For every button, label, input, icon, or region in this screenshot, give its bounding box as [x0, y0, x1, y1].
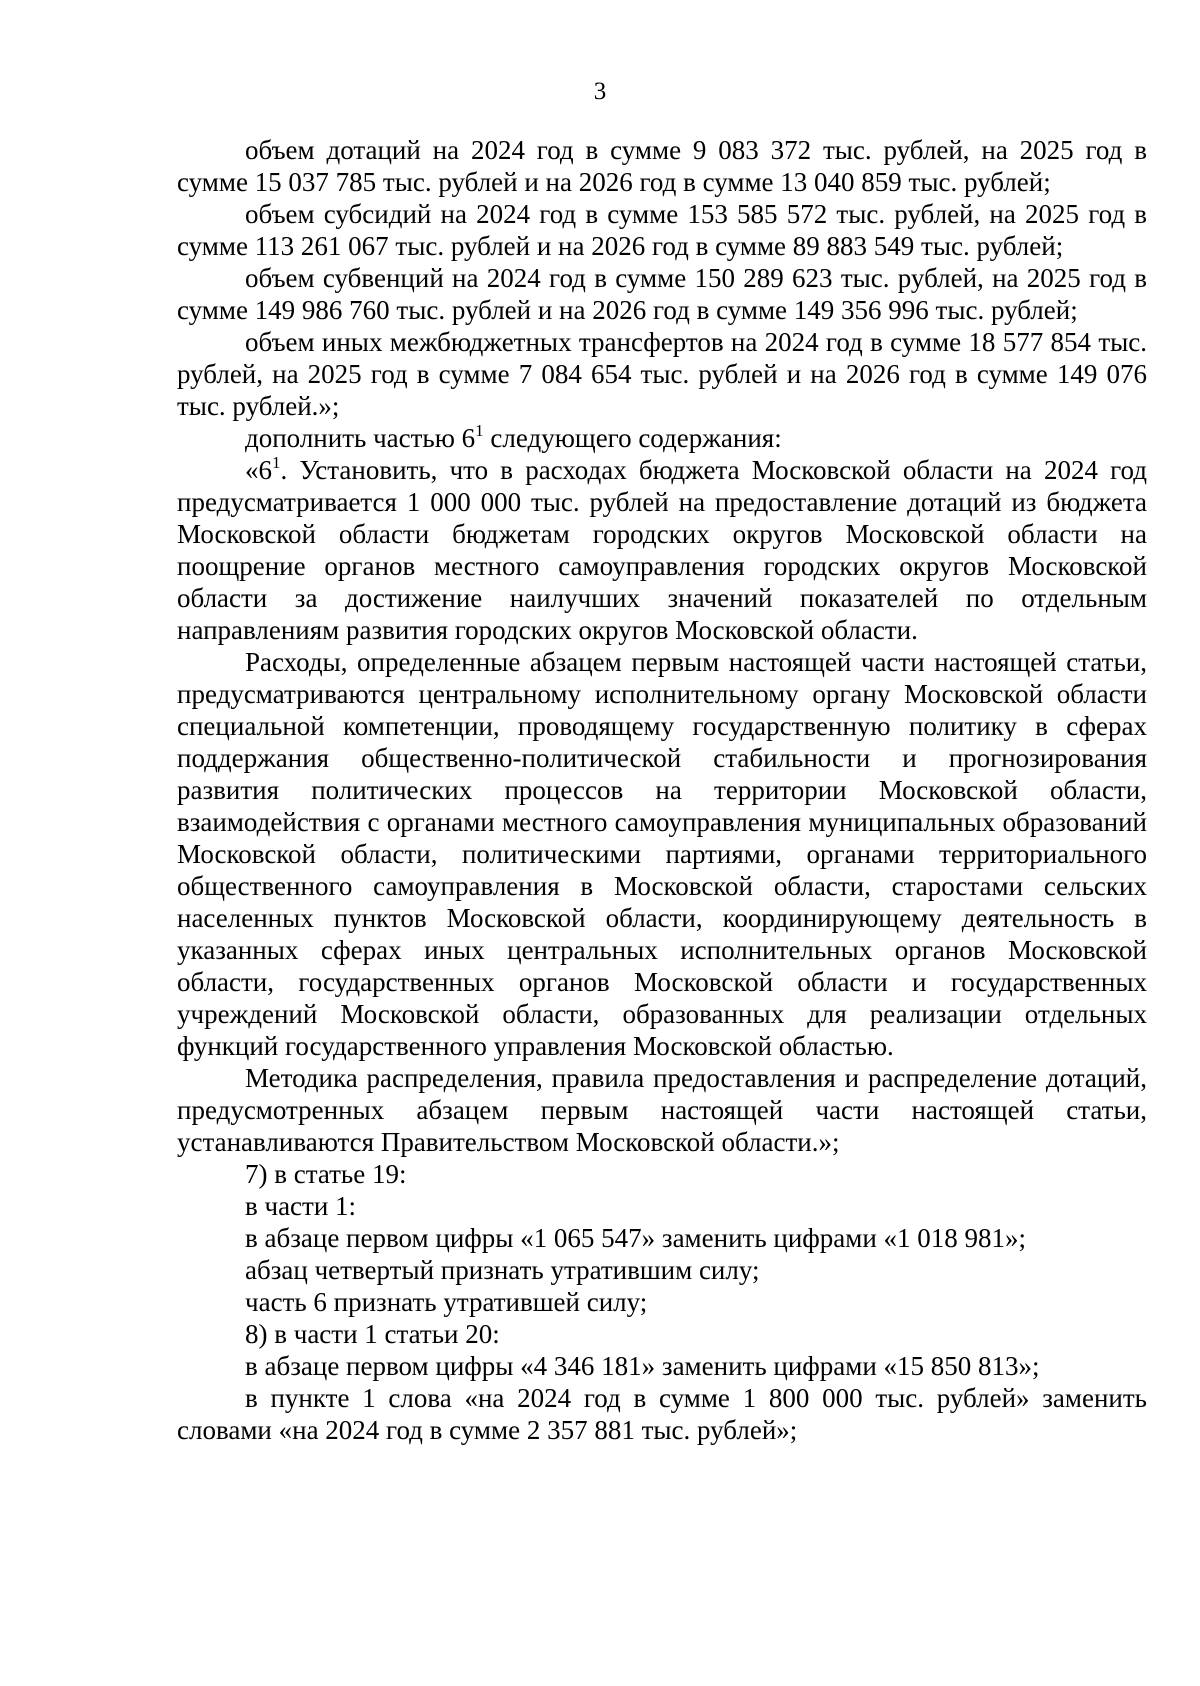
paragraph-subventions: объем субвенций на 2024 год в сумме 150 289 623 тыс. рублей, на 2025 год в сумме 149 986 760 тыс. рублей и на 2026 год в сумме 149 356 996 тыс. рублей;	[177, 263, 1147, 325]
paragraph-methodology: Методика распределения, правила предоставления и распределение дотаций, предусмотренных абзацем первым настоящей части настоящей статьи, устанавливаются Правительством Московской области.»;	[177, 1063, 1147, 1157]
paragraph-first-abzac: в абзаце первом цифры «1 065 547» заменить цифрами «1 018 981»;	[245, 1223, 1027, 1253]
paragraph-first-abzac-2: в абзаце первом цифры «4 346 181» заменить цифрами «15 850 813»;	[245, 1351, 1040, 1381]
paragraph-fourth-abzac: абзац четвертый признать утратившим силу;	[245, 1255, 760, 1285]
paragraph-expenses: Расходы, определенные абзацем первым настоящей части настоящей статьи, предусматриваются центральному исполнительному органу Московской области специальной компетенции, проводящему государственную политику в сферах поддержания общественно-политической стабильности и прогнозирования развития политических процессов на территории Московской области, взаимодействия с органами местного самоуправления муниципальных образований Московской области, политическими партиями, органами территориального общественного самоуправления в Московской области, старостами сельских населенных пунктов Московской области, координирующему деятельность в указанных сферах иных центральных исполнительных органов Московской области, государственных органов Московской области и государственных учреждений Московской области, образованных для реализации отдельных функций государственного управления Московской областью.	[177, 647, 1147, 1061]
paragraph-add-part: дополнить частью $6^1$ следующего содержания:	[245, 421, 782, 453]
paragraph-other-transfers: объем иных межбюджетных трансфертов на 2024 год в сумме 18 577 854 тыс. рублей, на 2025 год в сумме 7 084 654 тыс. рублей и на 2026 год в сумме 149 076 тыс. рублей.»;	[177, 327, 1147, 421]
paragraph-item-7: 7) в статье 19:	[245, 1159, 407, 1189]
paragraph-subsidies: объем субсидий на 2024 год в сумме 153 585 572 тыс. рублей, на 2025 год в сумме 113 261 067 тыс. рублей и на 2026 год в сумме 89 883 549 тыс. рублей;	[177, 199, 1147, 261]
paragraph-item-8: 8) в части 1 статьи 20:	[245, 1319, 500, 1349]
paragraph-part-1: в части 1:	[245, 1191, 357, 1221]
document-body	[177, 134, 1147, 1446]
paragraph-point-1: в пункте 1 слова «на 2024 год в сумме 1 800 000 тыс. рублей» заменить словами «на 2024 год в сумме 2 357 881 тыс. рублей»;	[177, 1383, 1147, 1445]
paragraph-subsidies-dotations: объем дотаций на 2024 год в сумме 9 083 372 тыс. рублей, на 2025 год в сумме 15 037 785 тыс. рублей и на 2026 год в сумме 13 040 859 тыс. рублей;	[177, 135, 1147, 197]
page-number: 3	[593, 78, 607, 105]
paragraph-part-6-1: «$6^1$. Установить, что в расходах бюджета Московской области на 2024 год предусматривается 1 000 000 тыс. рублей на предоставление дотаций из бюджета Московской области бюджетам городских округов Московской области на поощрение органов местного самоуправления городских округов Московской области за достижение наилучших значений показателей по отдельным направлениям развития городских округов Московской области.	[177, 453, 1147, 645]
paragraph-part-6: часть 6 признать утратившей силу;	[245, 1287, 648, 1317]
